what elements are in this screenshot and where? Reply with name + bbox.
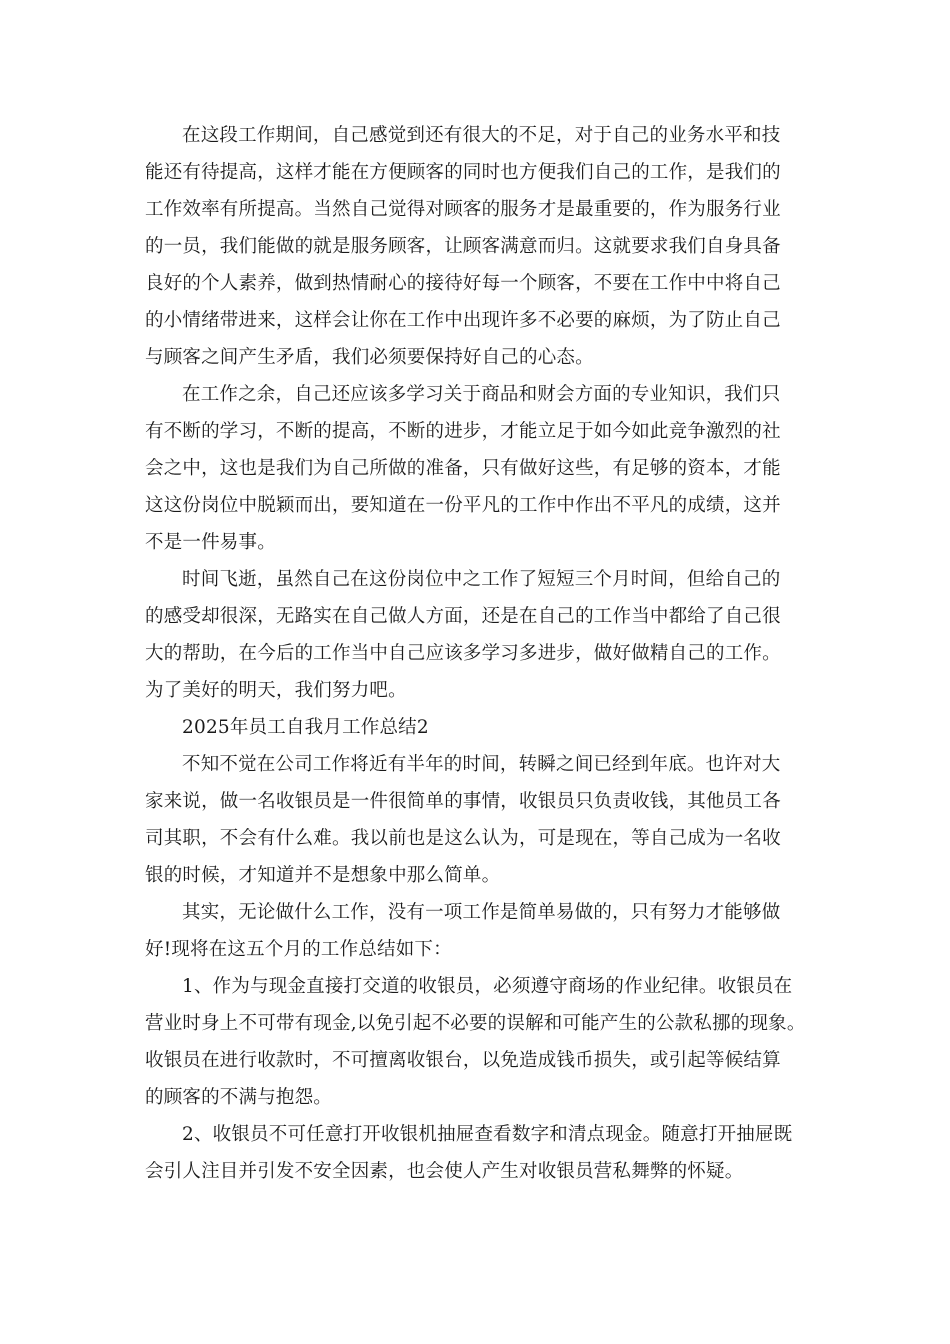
paragraph-line: 收银员在进行收款时，不可擅离收银台，以免造成钱币损失，或引起等候结算	[145, 1050, 781, 1071]
paragraph-line: 不知不觉在公司工作将近有半年的时间，转瞬之间已经到年底。也许对大	[182, 754, 781, 775]
paragraph-line: 能还有待提高，这样才能在方便顾客的同时也方便我们自己的工作，是我们的	[145, 162, 781, 183]
paragraph-line: 这这份岗位中脱颖而出，要知道在一份平凡的工作中作出不平凡的成绩，这并	[145, 495, 781, 516]
paragraph-line: 与顾客之间产生矛盾，我们必须要保持好自己的心态。	[145, 347, 594, 368]
paragraph-line: 家来说，做一名收银员是一件很简单的事情，收银员只负责收钱，其他员工各	[145, 791, 781, 812]
paragraph-line: 的小情绪带进来，这样会让你在工作中出现许多不必要的麻烦，为了防止自己	[145, 310, 781, 331]
paragraph-line: 时间飞逝，虽然自己在这份岗位中之工作了短短三个月时间，但给自己的	[182, 569, 781, 590]
paragraph-line: 有不断的学习，不断的提高，不断的进步，才能立足于如今如此竞争激烈的社	[145, 421, 781, 442]
paragraph-line: 大的帮助，在今后的工作当中自己应该多学习多进步，做好做精自己的工作。	[145, 643, 781, 664]
paragraph-line: 会之中，这也是我们为自己所做的准备，只有做好这些，有足够的资本，才能	[145, 458, 781, 479]
paragraph-line: 在这段工作期间，自己感觉到还有很大的不足，对于自己的业务水平和技	[182, 125, 781, 146]
paragraph-line: 其实，无论做什么工作，没有一项工作是简单易做的，只有努力才能够做	[182, 902, 781, 923]
paragraph-line: 的感受却很深，无路实在自己做人方面，还是在自己的工作当中都给了自己很	[145, 606, 781, 627]
paragraph-line: 为了美好的明天，我们努力吧。	[145, 680, 407, 701]
section-heading: 2025年员工自我月工作总结2	[182, 717, 429, 738]
paragraph-line: 的一员，我们能做的就是服务顾客，让顾客满意而归。这就要求我们自身具备	[145, 236, 781, 257]
paragraph-line: 好!现将在这五个月的工作总结如下：	[145, 939, 452, 960]
paragraph-line: 在工作之余，自己还应该多学习关于商品和财会方面的专业知识，我们只	[182, 384, 781, 405]
paragraph-line: 工作效率有所提高。当然自己觉得对顾客的服务才是最重要的，作为服务行业	[145, 199, 781, 220]
paragraph-line: 的顾客的不满与抱怨。	[145, 1087, 333, 1108]
paragraph-line: 2、收银员不可任意打开收银机抽屉查看数字和清点现金。随意打开抽屉既	[182, 1124, 793, 1145]
paragraph-line: 良好的个人素养，做到热情耐心的接待好每一个顾客，不要在工作中中将自己	[145, 273, 781, 294]
paragraph-line: 会引人注目并引发不安全因素，也会使人产生对收银员营私舞弊的怀疑。	[145, 1161, 744, 1182]
paragraph-line: 银的时候，才知道并不是想象中那么简单。	[145, 865, 501, 886]
paragraph-line: 营业时身上不可带有现金,以免引起不必要的误解和可能产生的公款私挪的现象。	[145, 1013, 806, 1034]
paragraph-line: 司其职，不会有什么难。我以前也是这么认为，可是现在，等自己成为一名收	[145, 828, 781, 849]
paragraph-line: 不是一件易事。	[145, 532, 276, 553]
paragraph-line: 1、作为与现金直接打交道的收银员，必须遵守商场的作业纪律。收银员在	[182, 976, 793, 997]
